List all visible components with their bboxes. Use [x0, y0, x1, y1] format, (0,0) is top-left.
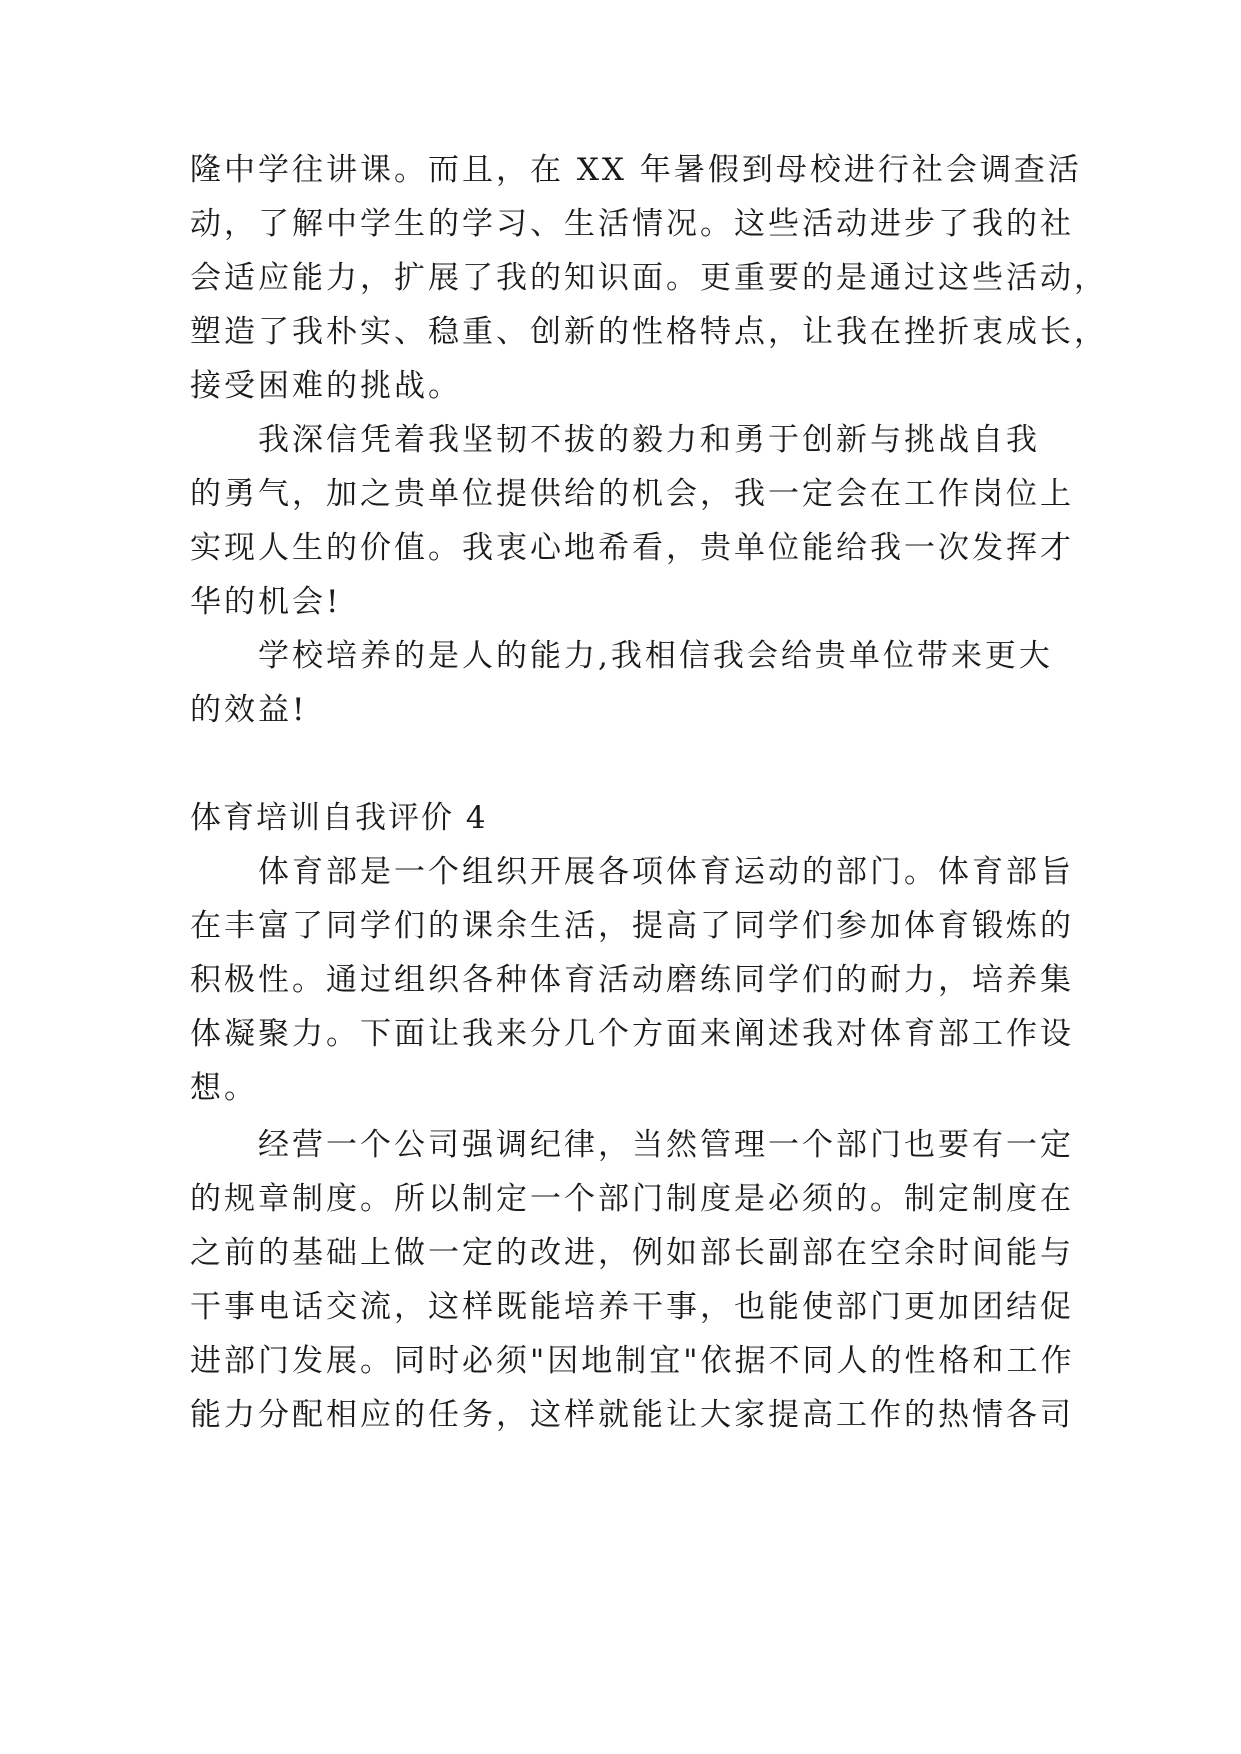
- text-line: 想。: [190, 1070, 258, 1106]
- text-line: 的效益!: [190, 692, 308, 728]
- section-heading: 体育培训自我评价 4: [190, 800, 488, 836]
- text-line: 在丰富了同学们的课余生活，提高了同学们参加体育锻炼的: [190, 908, 1074, 944]
- text-line: 之前的基础上做一定的改进，例如部长副部在空余时间能与: [190, 1235, 1074, 1271]
- text-line: 进部门发展。同时必须"因地制宜"依据不同人的性格和工作: [190, 1343, 1075, 1379]
- text-line: 经营一个公司强调纪律，当然管理一个部门也要有一定: [258, 1127, 1074, 1163]
- text-line: 动，了解中学生的学习、生活情况。这些活动进步了我的社: [190, 206, 1074, 242]
- text-line: 我深信凭着我坚韧不拔的毅力和勇于创新与挑战自我: [258, 422, 1040, 458]
- text-line: 学校培养的是人的能力,我相信我会给贵单位带来更大: [258, 638, 1053, 674]
- text-line: 能力分配相应的任务，这样就能让大家提高工作的热情各司: [190, 1397, 1074, 1433]
- text-line: 会适应能力，扩展了我的知识面。更重要的是通过这些活动，: [190, 260, 1108, 296]
- text-line: 体凝聚力。下面让我来分几个方面来阐述我对体育部工作设: [190, 1016, 1074, 1052]
- text-line: 华的机会!: [190, 584, 342, 620]
- text-line: 塑造了我朴实、稳重、创新的性格特点，让我在挫折衷成长，: [190, 314, 1108, 350]
- text-line: 积极性。通过组织各种体育活动磨练同学们的耐力，培养集: [190, 962, 1074, 998]
- text-line: 的规章制度。所以制定一个部门制度是必须的。制定制度在: [190, 1181, 1074, 1217]
- text-line: 实现人生的价值。我衷心地希看，贵单位能给我一次发挥才: [190, 530, 1074, 566]
- text-line: 体育部是一个组织开展各项体育运动的部门。体育部旨: [258, 854, 1074, 890]
- text-line: 干事电话交流，这样既能培养干事，也能使部门更加团结促: [190, 1289, 1074, 1325]
- text-line: 的勇气，加之贵单位提供给的机会，我一定会在工作岗位上: [190, 476, 1074, 512]
- text-line: 隆中学往讲课。而且，在 XX 年暑假到母校进行社会调查活: [190, 152, 1082, 188]
- text-line: 接受困难的挑战。: [190, 368, 462, 404]
